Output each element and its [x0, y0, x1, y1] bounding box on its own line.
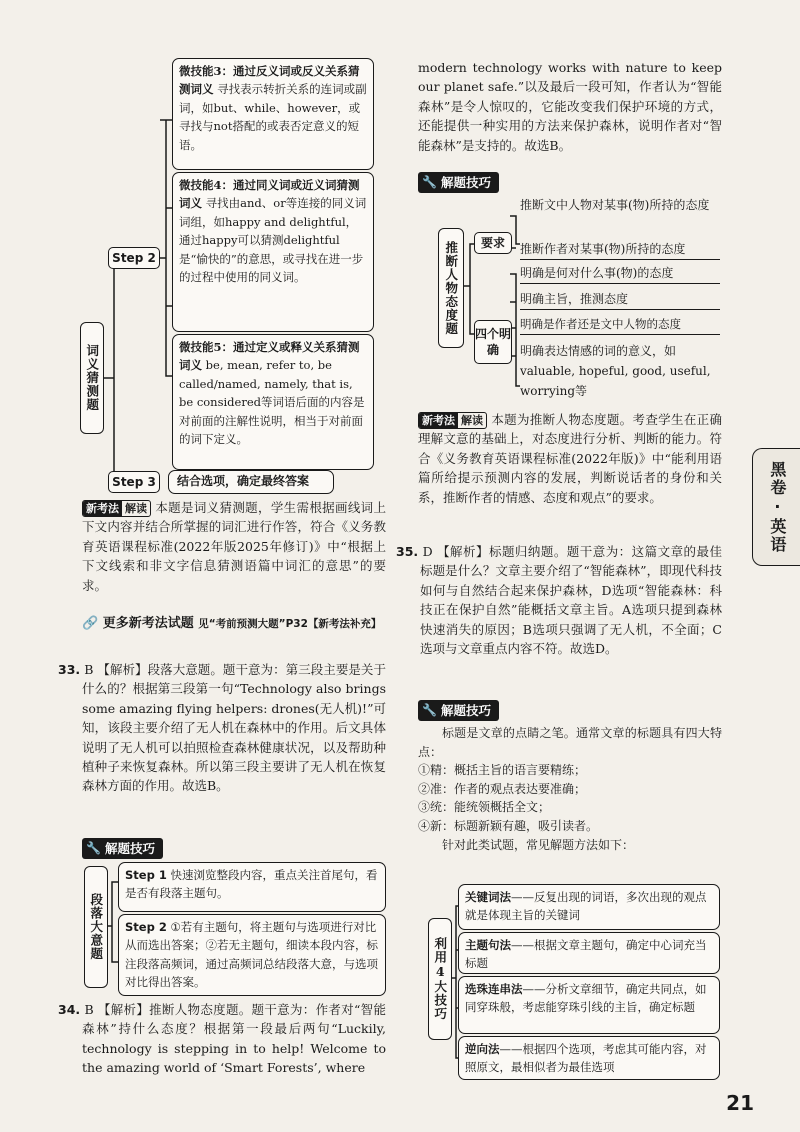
tree-step2-label: Step 2	[108, 247, 160, 269]
skill4-box	[172, 172, 374, 332]
skill3-box	[172, 58, 374, 170]
left-xinkaofa-block	[82, 498, 386, 595]
right-tips-header: 🔧 解题技巧	[418, 172, 499, 193]
q33-block	[58, 660, 386, 796]
tree-connectors	[100, 60, 180, 490]
more-title: 更多新考法试题	[102, 616, 194, 631]
skill5-body: be, mean, refer to, be called/named, namely, that is, be considered等词语后面的内容是对前面的注解性说明，相当于对前面的词下定义。	[179, 358, 365, 446]
left-xinkaofa-text: 本题是词义猜测题，学生需根据画线词上下文内容并结合所掌握的词汇进行作答，符合《义务教育英语课程标准(2022年版2025年修订)》中“根据上下文线索和非文字信息猜测语篇中词汇的意思”的要求。	[82, 500, 386, 593]
attitude-c4: 明确表达情感的词的意义，如valuable, hopeful, good, useful, worrying等	[520, 344, 711, 398]
left-tips-header: 🔧 解题技巧	[82, 838, 163, 859]
para-tree-root: 段落大意题	[84, 866, 108, 988]
wrench-icon: 🔧	[422, 175, 437, 190]
skill5-title: 微技能5：通过定义或释义关系猜测词义	[179, 340, 360, 373]
wrench-icon: 🔧	[86, 841, 101, 856]
right-xinkaofa-tag: 新考法 解读	[418, 412, 487, 429]
right-xinkaofa-text: 本题为推断人物态度题。考查学生在正确理解文意的基础上，对态度进行分析、判断的能力。符合《义务教育英语课程标准(2022年版)》中“能利用语篇所给提示预测内容的发展，判断说话者的身份和关系，推断作者的情感、态度和观点”的要求。	[418, 412, 722, 505]
method3-box: 选珠连串法——分析文章细节，确定共同点，如同穿珠般，考虑能穿珠引线的主旨，确定标题	[458, 976, 720, 1034]
q34-block	[58, 1000, 386, 1078]
skill3-title: 微技能3：通过反义词或反义关系猜测词义	[179, 64, 360, 97]
step3-box: 结合选项，确定最终答案	[168, 470, 334, 494]
subject-side-tab: 黑卷·英语	[752, 448, 800, 566]
attitude-tree-root: 推断人物态度题	[438, 228, 464, 348]
para-step1-box: Step 1 快速浏览整段内容，重点关注首尾句，看是否有段落主题句。	[118, 862, 386, 912]
attitude-clear-label: 四个明确	[474, 320, 512, 364]
wrench-icon: 🔧	[422, 703, 437, 718]
q34-continued: modern technology works with nature to keep our planet safe.”以及最后一段可知，作者认为“智能森林”是令人惊叹的，它能改变我们保护环境的方式，还能提供一种实用的方法来保护森林，说明作者对“智能森林”是支持的。故选B。	[418, 60, 722, 153]
attitude-req-label: 要求	[474, 232, 512, 254]
tree-step3-label: Step 3	[108, 471, 160, 493]
method4-box: 逆向法——根据四个选项，考虑其可能内容，对照原文，最相似者为最佳选项	[458, 1036, 720, 1080]
method1-box: 关键词法——反复出现的词语，多次出现的观点就是体现主旨的关键词	[458, 884, 720, 930]
tree-root-word-meaning: 词义猜测题	[80, 322, 104, 434]
link-icon: 🔗	[82, 616, 99, 631]
q35-block	[396, 542, 722, 658]
more-ref: 见“考前预测大题”P32【新考法补充】	[198, 618, 382, 630]
skill5-box	[172, 334, 374, 470]
more-questions-link[interactable]	[82, 614, 386, 634]
method-tree-root: 利用4大技巧	[428, 918, 452, 1040]
q34-text: B 【解析】推断人物态度题。题干意为：作者对“智能森林”持什么态度？根据第一段最后两句“Luckily, technology is stepping in to help! Welcome to the amazing world of ‘Smart Forests’, where	[82, 1002, 386, 1076]
q33-number: 33.	[58, 662, 81, 677]
left-xinkaofa-tag: 新考法 解读	[82, 500, 151, 517]
para-step2-box: Step 2 ①若有主题句，将主题句与选项进行对比从而选出答案；②若无主题句，细读本段内容，标注段落高频词，通过高频词总结段落大意，与选项对比得出答案。	[118, 914, 386, 996]
method2-box: 主题句法——根据文章主题句，确定中心词充当标题	[458, 932, 720, 974]
right-xinkaofa-block	[418, 410, 722, 507]
attitude-c1: 明确是何对什么事(物)的态度	[520, 264, 720, 284]
title-features: 标题是文章的点睛之笔。通常文章的标题具有四大特点： ①精：概括主旨的语言要精练； ②准：作者的观点表达要准确； ③统：能统领概括全文； ④新：标题新颖有趣，吸引读者。 针对此类试题，常见解题方法如下：	[418, 726, 722, 852]
skill4-body: 寻找由and、or等连接的同义词词组，如happy and delightful，通过happy可以猜测delightful是“愉快的”的意思，或寻找在进一步的过程中使用的同义词。	[179, 196, 367, 284]
attitude-tree-connectors	[462, 196, 522, 406]
q33-text: B 【解析】段落大意题。题干意为：第三段主要是关于什么的？根据第三段第一句“Technology also brings some amazing flying helpers: drones(无人机)!”可知，该段主要介绍了无人机在森林中的作用。后文具体说明了无人机可以拍照检查森林健康状况，以及帮助种植种子来恢复森林。所以第三段主要讲了无人机在恢复森林方面的作用。故选B。	[82, 662, 386, 794]
attitude-req2: 推断作者对某事(物)所持的态度	[520, 240, 720, 260]
page-number: 21	[726, 1091, 754, 1115]
attitude-c2: 明确主旨，推测态度	[520, 290, 720, 310]
skill4-title: 微技能4：通过同义词或近义词猜测词义	[179, 178, 360, 211]
skill3-body: 寻找表示转折关系的连词或副词，如but、while、however，或寻找与not搭配的或表否定意义的短语。	[179, 82, 367, 152]
q35-text: D 【解析】标题归纳题。题干意为：这篇文章的最佳标题是什么？文章主要介绍了“智能森林”，即现代科技如何与自然结合起来保护森林，D选项“智能森林：科技正在保护自然”能概括文章主旨。A选项只提到森林快速消失的原因；B选项只强调了无人机，不全面；C选项与文章重点内容不符。故选D。	[420, 544, 722, 656]
q34-number: 34.	[58, 1002, 81, 1017]
q35-number: 35.	[396, 544, 419, 559]
right-tips2-header: 🔧 解题技巧	[418, 700, 499, 721]
attitude-req1: 推断文中人物对某事(物)所持的态度	[520, 198, 710, 212]
attitude-c3: 明确是作者还是文中人物的态度	[520, 316, 720, 335]
